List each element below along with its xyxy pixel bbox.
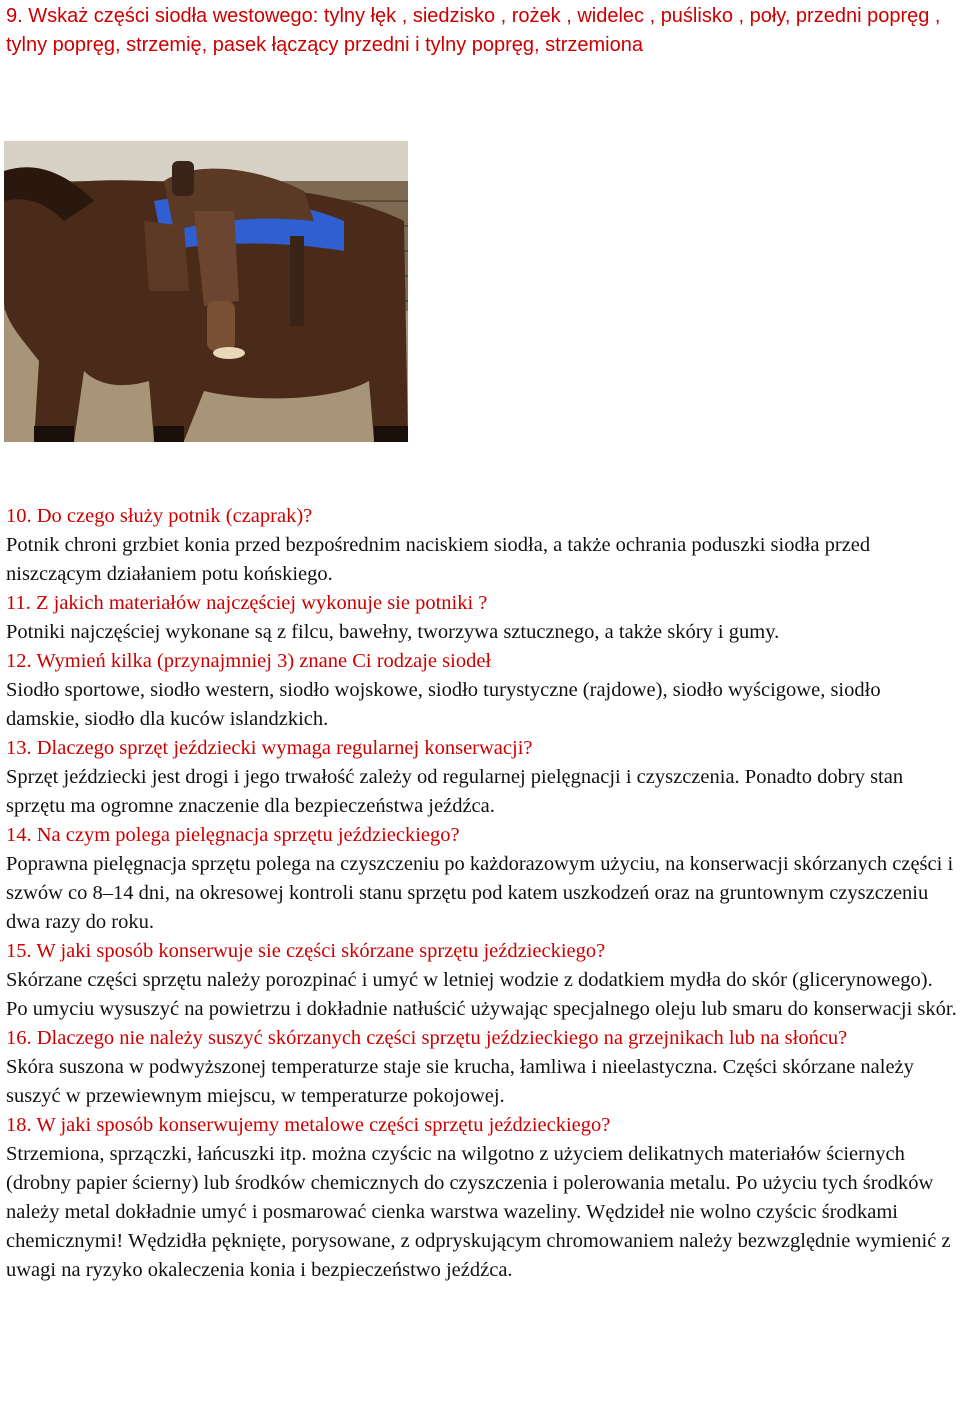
question-14: 14. Na czym polega pielęgnacja sprzętu jeździeckiego? [6, 824, 460, 846]
question-13: 13. Dlaczego sprzęt jeździecki wymaga regularnej konserwacji? [6, 737, 533, 759]
western-saddle-photo [4, 141, 408, 442]
question-11: 11. Z jakich materiałów najczęściej wykonuje sie potniki ? [6, 592, 488, 614]
answer-14: Poprawna pielęgnacja sprzętu polega na czyszczeniu po każdorazowym użyciu, na konserwacji skórzanych części i szwów co 8–14 dni, na okresowej kontroli stanu sprzętu pod katem uszkodzeń oraz na gruntownym czyszczeniu dwa razy do roku. [6, 853, 954, 933]
question-10: 10. Do czego służy potnik (czaprak)? [6, 505, 313, 527]
rear-cinch [290, 236, 304, 326]
answer-10: Potnik chroni grzbiet konia przed bezpośrednim naciskiem siodła, a także ochrania poduszki siodła przed niszczącym działaniem potu końskiego. [6, 534, 871, 585]
answer-16: Skóra suszona w podwyższonej temperaturze staje sie krucha, łamliwa i nieelastyczna. Części skórzane należy suszyć w przewiewnym miejscu, w temperaturze pokojowej. [6, 1056, 914, 1107]
hoof-rear [374, 426, 408, 442]
hoof-front [34, 426, 74, 442]
stirrup-tread [213, 347, 245, 359]
horse-saddle-illustration [4, 141, 408, 442]
answer-12: Siodło sportowe, siodło western, siodło wojskowe, siodło turystyczne (rajdowe), siodło wyścigowe, siodło damskie, siodło dla kuców islandzkich. [6, 679, 881, 730]
exercise-instruction: 9. Wskaż części siodła westowego: tylny łęk , siedzisko , rożek , widelec , puślisko , poły, przedni popręg , tylny popręg, strzemię, pasek łączący przedni i tylny popręg, strzemiona [6, 5, 941, 56]
question-15: 15. W jaki sposób konserwuje sie części skórzane sprzętu jeździeckiego? [6, 940, 606, 962]
question-16: 16. Dlaczego nie należy suszyć skórzanych części sprzętu jeździeckiego na grzejnikach lub na słońcu? [6, 1027, 848, 1049]
answer-13: Sprzęt jeździecki jest drogi i jego trwałość zależy od regularnej pielęgnacji i czyszczenia. Ponadto dobry stan sprzętu ma ogromne znaczenie dla bezpieczeństwa jeźdźca. [6, 766, 904, 817]
answer-15: Skórzane części sprzętu należy porozpinać i umyć w letniej wodzie z dodatkiem mydła do skór (glicerynowego). Po umyciu wysuszyć na powietrzu i dokładnie natłuścić używając specjalnego oleju lub smaru do konserwacji skór. [6, 969, 957, 1020]
questions-and-answers [6, 502, 958, 1285]
front-cinch-strap [144, 221, 189, 291]
question-18: 18. W jaki sposób konserwujemy metalowe części sprzętu jeździeckiego? [6, 1114, 611, 1136]
hoof-mid [154, 426, 184, 442]
answer-18: Strzemiona, sprzączki, łańcuszki itp. można czyścic na wilgotno z użyciem delikatnych materiałów ściernych (drobny papier ścierny) lub środków chemicznych do czyszczenia i polerowania metalu. Po użyciu tych środków należy metal dokładnie umyć i posmarować cienka warstwa wazeliny. Wędzideł nie wolno czyścic środkami chemicznymi! Wędzidła pęknięte, porysowane, z odpryskującym chromowaniem należy bezwzględnie wymienić z uwagi na ryzyko okaleczenia konia i bezpieczeństwo jeźdźca. [6, 1143, 951, 1281]
stirrup [207, 301, 235, 351]
answer-11: Potniki najczęściej wykonane są z filcu, bawełny, tworzywa sztucznego, a także skóry i gumy. [6, 621, 780, 643]
saddle-horn [172, 161, 194, 196]
question-12: 12. Wymień kilka (przynajmniej 3) znane Ci rodzaje siodeł [6, 650, 492, 672]
